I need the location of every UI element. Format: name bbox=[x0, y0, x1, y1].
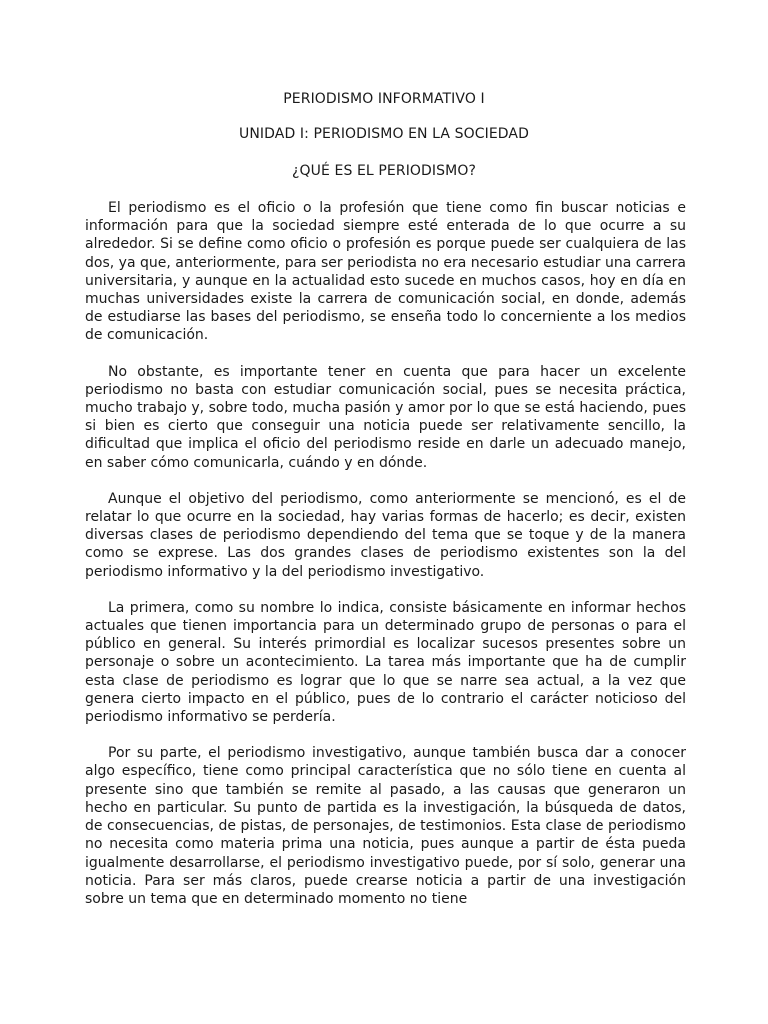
paragraph-2: No obstante, es importante tener en cuenta que para hacer un excelente periodismo no basta con estudiar comunicación social, pues se necesita práctica, mucho trabajo y, sobre todo, mucha pasión y amor por lo que se está haciendo, pues si bien es cierto que conseguir una noticia puede ser relativamente sencillo, la dificultad que implica el oficio del periodismo reside en darle un adecuado manejo, en saber cómo comunicarla, cuándo y en dónde. bbox=[85, 363, 686, 471]
paragraph-5: Por su parte, el periodismo investigativo, aunque también busca dar a conocer algo específico, tiene como principal característica que no sólo tiene en cuenta al presente sino que también se remite al pasado, a las causas que generaron un hecho en particular. Su punto de partida es la investigación, la búsqueda de datos, de consecuencias, de pistas, de personajes, de testimonios. Esta clase de periodismo no necesita como materia prima una noticia, pues aunque a partir de ésta pueda igualmente desarrollarse, el periodismo investigativo puede, por sí solo, generar una noticia. Para ser más claros, puede crearse noticia a partir de una investigación sobre un tema que en determinado momento no tiene bbox=[85, 745, 686, 907]
course-title: PERIODISMO INFORMATIVO I bbox=[283, 91, 485, 107]
paragraph-3: Aunque el objetivo del periodismo, como anteriormente se mencionó, es el de relatar lo que ocurre en la sociedad, hay varias formas de hacerlo; es decir, existen diversas clases de periodismo dependiendo del tema que se toque y de la manera como se exprese. Las dos grandes clases de periodismo existentes son la del periodismo informativo y la del periodismo investigativo. bbox=[85, 490, 686, 580]
paragraph-1: El periodismo es el oficio o la profesión que tiene como fin buscar noticias e información para que la sociedad siempre esté enterada de lo que ocurre a su alrededor. Si se define como oficio o profesión es porque puede ser cualquiera de las dos, ya que, anteriormente, para ser periodista no era necesario estudiar una carrera universitaria, y aunque en la actualidad esto sucede en muchos casos, hoy en día en muchas universidades existe la carrera de comunicación social, en donde, además de estudiarse las bases del periodismo, se enseña todo lo concerniente a los medios de comunicación. bbox=[85, 200, 686, 344]
document-body bbox=[85, 199, 686, 926]
paragraph-4: La primera, como su nombre lo indica, consiste básicamente en informar hechos actuales que tienen importancia para un determinado grupo de personas o para el público en general. Su interés primordial es localizar sucesos presentes sobre un personaje o sobre un acontecimiento. La tarea más importante que ha de cumplir esta clase de periodismo es lograr que lo que se narre sea actual, a la vez que genera cierto impacto en el público, pues de lo contrario el carácter noticioso del periodismo informativo se perdería. bbox=[85, 599, 686, 726]
unit-title: UNIDAD I: PERIODISMO EN LA SOCIEDAD bbox=[239, 126, 529, 142]
section-title: ¿QUÉ ES EL PERIODISMO? bbox=[292, 163, 476, 179]
